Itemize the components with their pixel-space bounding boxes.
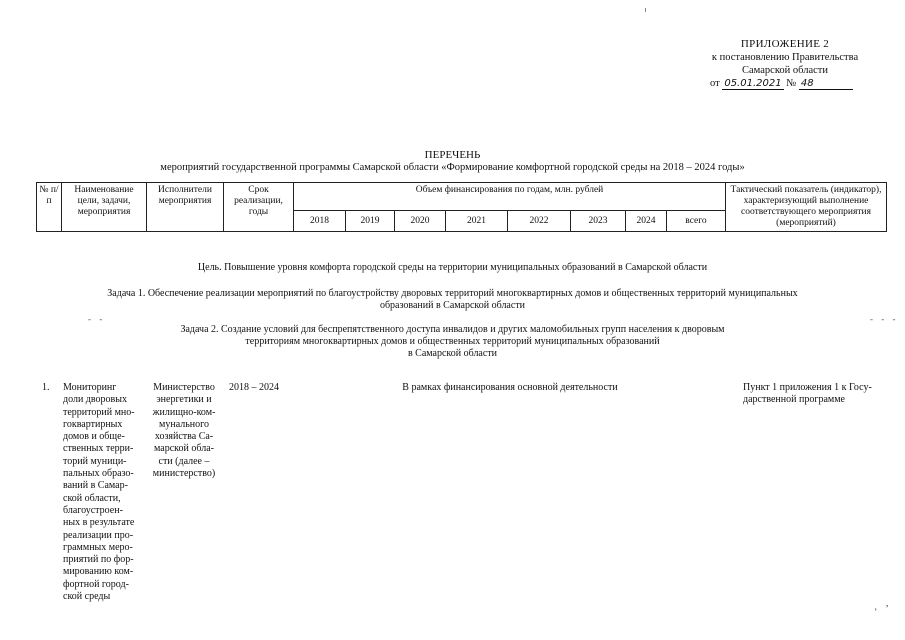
name-line: ных в результате	[63, 517, 135, 529]
year-cell: 2020	[395, 211, 446, 232]
name-line: домов и обще-	[63, 431, 125, 443]
executor-line: марской обла-	[154, 443, 214, 455]
row1-number: 1.	[42, 382, 50, 393]
header-col-name: Наименование цели, задачи, мероприятия	[62, 183, 147, 232]
name-line: фортной город-	[63, 578, 129, 590]
row1-executor	[146, 382, 222, 480]
name-line: приятий по фор-	[63, 554, 134, 566]
name-line: ской области,	[63, 492, 121, 504]
executor-line: министерство)	[152, 468, 216, 480]
header-col-funding: Объем финансирования по годам, млн. рублей	[294, 183, 726, 211]
name-line: торий муници-	[63, 455, 127, 467]
name-line: реализации про-	[63, 529, 134, 541]
handwritten-date: 05.01.2021	[724, 78, 782, 89]
year-cell: 2019	[346, 211, 395, 232]
year-cell: 2023	[571, 211, 626, 232]
task2-line-3: в Самарской области	[407, 348, 498, 359]
header-table	[36, 182, 887, 232]
name-line: благоустроен-	[63, 504, 123, 516]
appendix-heading: ПРИЛОЖЕНИЕ 2	[740, 38, 830, 50]
year-cell: 2018	[294, 211, 346, 232]
number-label: №	[786, 78, 797, 89]
appendix-line-2: Самарской области	[742, 65, 828, 76]
indicator-line: дарственной программе	[743, 394, 845, 406]
name-line: доли дворовых	[63, 394, 127, 406]
executor-line: жилищно-ком-	[152, 406, 216, 418]
scan-speck: ,	[886, 598, 889, 608]
header-col-number: № п/п	[37, 183, 62, 232]
scan-specks: - -	[88, 314, 106, 324]
executor-line: Министерство	[153, 382, 215, 393]
year-cell: 2024	[626, 211, 667, 232]
name-line: Мониторинг	[63, 382, 117, 393]
date-prefix: от	[710, 78, 720, 89]
task2-line-2: территориям многоквартирных домов и общественных территорий муниципальных образований	[245, 336, 660, 347]
document-subtitle: мероприятий государственной программы Самарской области «Формирование комфортной городской среды на 2018 – 2024 годы»	[160, 162, 745, 173]
scan-specks: - - -	[870, 314, 899, 324]
year-cell: 2022	[508, 211, 571, 232]
task1-line-1: Задача 1. Обеспечение реализации мероприятий по благоустройству дворовых территорий многоквартирных домов и общественных территорий муниципальных	[107, 288, 798, 299]
executor-line: энергетики и	[156, 394, 212, 406]
task2-line-1: Задача 2. Создание условий для беспрепятственного доступа инвалидов и других маломобильных групп населения к дворовым	[180, 324, 725, 335]
row1-funding: В рамках финансирования основной деятельности	[402, 382, 618, 393]
goal-text: Цель. Повышение уровня комфорта городской среды на территории муниципальных образований в Самарской области	[197, 262, 708, 273]
executor-line: мунального	[159, 418, 209, 430]
appendix-block	[690, 38, 880, 90]
name-line: мированию ком-	[63, 566, 134, 578]
executor-line: хозяйства Са-	[154, 431, 214, 443]
scan-speck: '	[875, 607, 877, 617]
year-cell: 2021	[446, 211, 508, 232]
scan-speck	[645, 8, 646, 12]
row1-name	[63, 382, 143, 603]
document-title: ПЕРЕЧЕНЬ	[424, 149, 481, 161]
name-line: ственных терри-	[63, 443, 134, 455]
handwritten-number: 48	[799, 78, 853, 90]
name-line: территорий мно-	[63, 406, 135, 418]
header-col-indicator: Тактический показатель (индикатор), характеризующий выполнение соответствующего мероприятия (мероприятий)	[726, 183, 887, 232]
indicator-line: Пункт 1 приложения 1 к Госу-	[743, 382, 872, 393]
executor-line: сти (далее –	[158, 455, 210, 467]
row1-term: 2018 – 2024	[229, 382, 279, 393]
header-col-term: Срок реализации, годы	[224, 183, 294, 232]
appendix-date-line	[690, 77, 880, 90]
name-line: ваний в Самар-	[63, 480, 128, 492]
row1-indicator	[743, 382, 903, 407]
name-line: граммных меро-	[63, 541, 133, 553]
appendix-line-1: к постановлению Правительства	[711, 52, 859, 63]
name-line: пальных образо-	[63, 468, 134, 480]
name-line: гоквартирных	[63, 418, 123, 430]
year-cell-total: всего	[667, 211, 726, 232]
task1-line-2: образований в Самарской области	[379, 300, 526, 311]
name-line: ской среды	[63, 591, 111, 603]
header-col-executor: Исполнители мероприятия	[147, 183, 224, 232]
